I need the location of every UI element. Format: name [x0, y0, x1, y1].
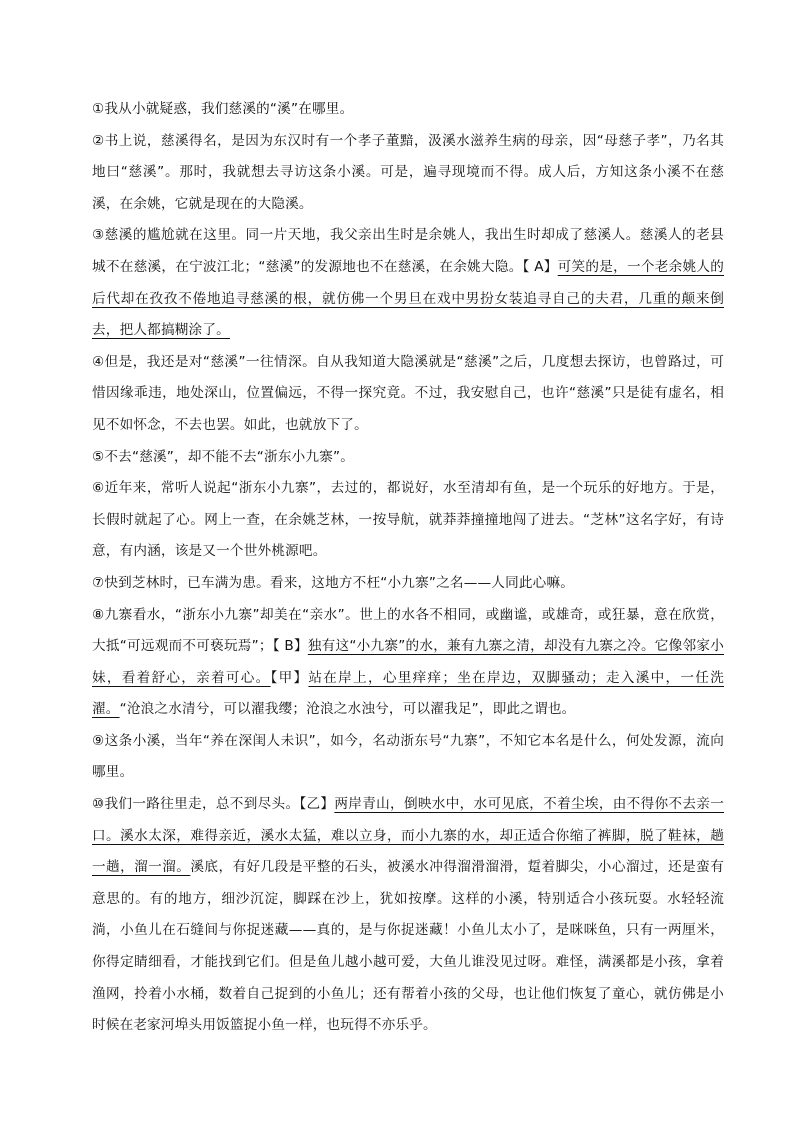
- paragraph-3: [92, 220, 724, 346]
- underlined-text: 两岸青山，倒映水中，水可见底，不着尘埃，由不得你不去亲一口。溪水太深，难得亲近，溪水太猛，难以立身，而小九寨的水，却正适合你缩了裤脚，脱了鞋袜，趟一趟，溜一溜。: [92, 796, 724, 876]
- paragraph-text: ⑥近年来，常听人说起“浙东小九寨”，去过的，都说好，水至清却有鱼，是一个玩乐的好地方。于是，长假时就起了心。网上一查，在余姚芝林，一按导航，就莽莽撞撞地闯了进去。“芝林”这名字好，有诗意，有内涵，该是又一个世外桃源吧。: [92, 480, 724, 560]
- paragraph-text: ①我从小就疑惑，我们慈溪的“溪”在哪里。: [92, 101, 354, 117]
- underlined-text: 可笑的是，一个老余姚人的后代却在孜孜不倦地追寻慈溪的根，就仿佛一个男旦在戏中男扮女装追寻自己的夫君，几重的颠来倒去，把人都搞糊涂了。: [92, 258, 724, 339]
- paragraph-7: [92, 568, 724, 600]
- paragraph-text: ⑧九寨看水，“浙东小九寨”却美在“亲水”。世上的水各不相同，或幽谧，或雄奇，或狂暴，意在欣赏，大抵“可远观而不可亵玩焉”；【 B】: [92, 606, 724, 655]
- paragraph-text: ②书上说，慈溪得名，是因为东汉时有一个孝子董黯，汲溪水滋养生病的母亲，因“母慈子孝”，乃名其地曰“慈溪”。那时，我就想去寻访这条小溪。可是，遍寻现境而不得。成人后，方知这条小溪不在慈溪，在余姚，它就是现在的大隐溪。: [92, 132, 724, 212]
- article-body: [92, 94, 724, 1042]
- paragraph-4: [92, 347, 724, 442]
- paragraph-8: [92, 600, 724, 726]
- paragraph-6: [92, 473, 724, 568]
- paragraph-text: 【甲】: [270, 669, 309, 686]
- underlined-text: 站在岸上，心里痒痒；坐在岸边，双脚骚动；走入溪中，一任洗濯。: [92, 669, 724, 718]
- paragraph-9: [92, 726, 724, 789]
- paragraph-text: ⑦快到芝林时，已车满为患。看来，这地方不枉“小九寨”之名——人同此心嘛。: [92, 574, 575, 591]
- paragraph-text: ⑨这条小溪，当年“养在深闺人未识”，如今，名动浙东号“九寨”，不知它本名是什么，何处发源，流向哪里。: [92, 732, 724, 781]
- paragraph-5: [92, 442, 724, 474]
- paragraph-1: [92, 94, 724, 126]
- paragraph-text: ⑩我们一路往里走，总不到尽头。【乙】: [92, 796, 335, 813]
- paragraph-text: ⑤不去“慈溪”，却不能不去“浙东小九寨”。: [92, 448, 355, 465]
- paragraph-2: [92, 126, 724, 221]
- paragraph-text: ③慈溪的尴尬就在这里。同一片天地，我父亲出生时是余姚人，我出生时却成了慈溪人。慈溪人的老县城不在慈溪，在宁波江北；“慈溪”的发源地也不在慈溪，在余姚大隐。【 A】: [92, 227, 724, 275]
- paragraph-10: [92, 789, 724, 1042]
- underlined-text: 独有这“小九寨”的水，兼有九寨之清，却没有九寨之冷。它像邻家小妹，看着舒心，亲着可心。: [92, 638, 724, 686]
- paragraph-text: 溪底，有好几段是平整的石头，被溪水冲得溜滑溜滑，踅着脚尖，小心溜过，还是蛮有意思的。有的地方，细沙沉淀，脚踩在沙上，犹如按摩。这样的小溪，特别适合小孩玩耍。水轻轻流淌，小鱼儿在石缝间与你捉迷藏——真的，是与你捉迷藏！小鱼儿太小了，是咪咪鱼，只有一两厘米，你得定睛细看，才能找到它们。但是鱼儿越小越可爱，大鱼儿谁没见过呀。难怪，满溪都是小孩，拿着渔网，拎着小水桶，数着自己捉到的小鱼儿；还有帮着小孩的父母，也让他们恢复了童心，就仿佛是小时候在老家河埠头用饭篮捉小鱼一样，也玩得不亦乐乎。: [92, 859, 724, 1034]
- paragraph-text: “沧浪之水清兮，可以濯我缨；沧浪之水浊兮，可以濯我足”，即此之谓也。: [119, 701, 576, 718]
- paragraph-text: ④但是，我还是对“慈溪”一往情深。自从我知道大隐溪就是“慈溪”之后，几度想去探访，也曾路过，可惜因缘乖违，地处深山，位置偏远，不得一探究竟。不过，我安慰自己，也许“慈溪”只是徒有虚名，相见不如怀念，不去也罢。如此，也就放下了。: [92, 353, 724, 433]
